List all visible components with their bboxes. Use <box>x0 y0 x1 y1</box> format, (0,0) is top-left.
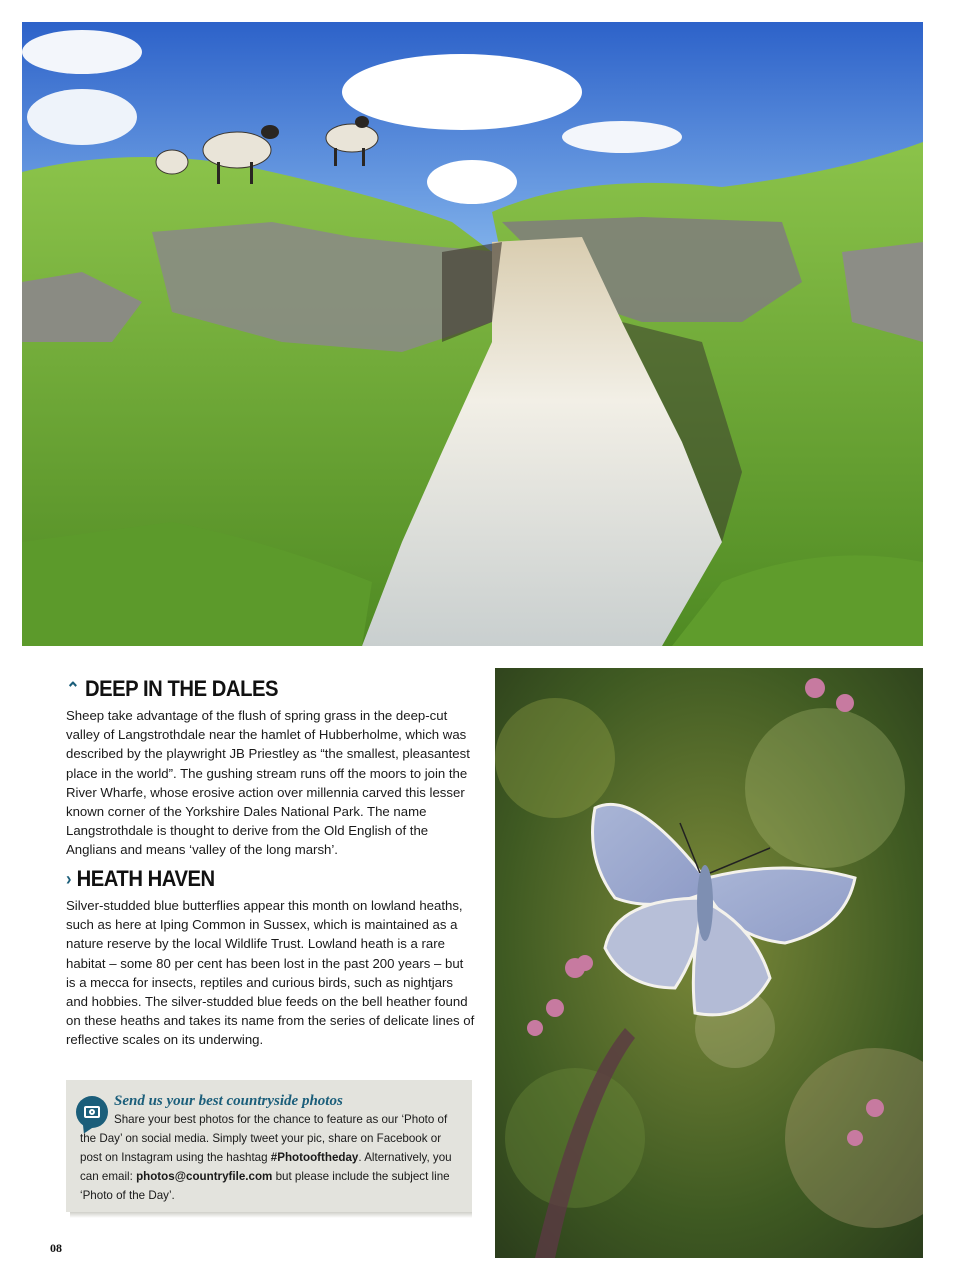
article-heading: › HEATH HAVEN <box>66 866 215 891</box>
article-body: Sheep take advantage of the flush of spring grass in the deep-cut valley of Langstrothdale near the hamlet of Hubberholme, which was described by the playwright JB Priestley as “the smallest, pleasantest place in the world”. The gushing stream runs off the moors to join the River Wharfe, whose erosive action over millennia carved this lesser known corner of the Yorkshire Dales National Park. The name Langstrothdale is thought to derive from the Old English of the Anglians and means ‘valley of the long marsh’. <box>66 708 470 858</box>
article-heath-haven <box>66 868 476 1050</box>
butterfly-image <box>495 668 923 1258</box>
email-link[interactable]: photos@countryfile.com <box>136 1170 273 1183</box>
waterfall-image <box>22 22 923 646</box>
article-heading: ⌃ DEEP IN THE DALES <box>66 676 279 701</box>
caret-up-icon: ⌃ <box>66 679 80 699</box>
page-number: 08 <box>50 1241 62 1255</box>
article-body: Silver-studded blue butterflies appear this month on lowland heaths, such as here at Iping Common in Sussex, which is maintained as a nature reserve by the local Wildlife Trust. Lowland heath is a rare habitat – some 80 per cent has been lost in the past 200 years – but is a mecca for insects, reptiles and curious birds, such as nightjars and hobbies. The silver-studded blue feeds on the bell heather found on these heaths and takes its name from the series of delicate lines of reflective scales on its underwing. <box>66 898 475 1048</box>
promo-shadow <box>70 1212 472 1218</box>
butterfly-photo <box>495 668 923 1258</box>
camera-icon <box>76 1096 108 1128</box>
hashtag: #Photooftheday <box>270 1151 359 1164</box>
chevron-right-icon: › <box>66 869 72 889</box>
promo-text: Share your best photos for the chance to feature as our ‘Photo of the Day’ on social media. Simply tweet your pic, share on Facebook or post on Instagram using the hashtag #Photooftheday. Alternatively, you can email: photos@countryfile.com but please include the subject line ‘Photo of the Day’. <box>80 1113 452 1202</box>
photo-submission-box <box>66 1080 472 1212</box>
hero-photo <box>22 22 923 646</box>
promo-title: Send us your best countryside photos <box>114 1093 343 1109</box>
article-deep-in-the-dales <box>66 678 476 860</box>
